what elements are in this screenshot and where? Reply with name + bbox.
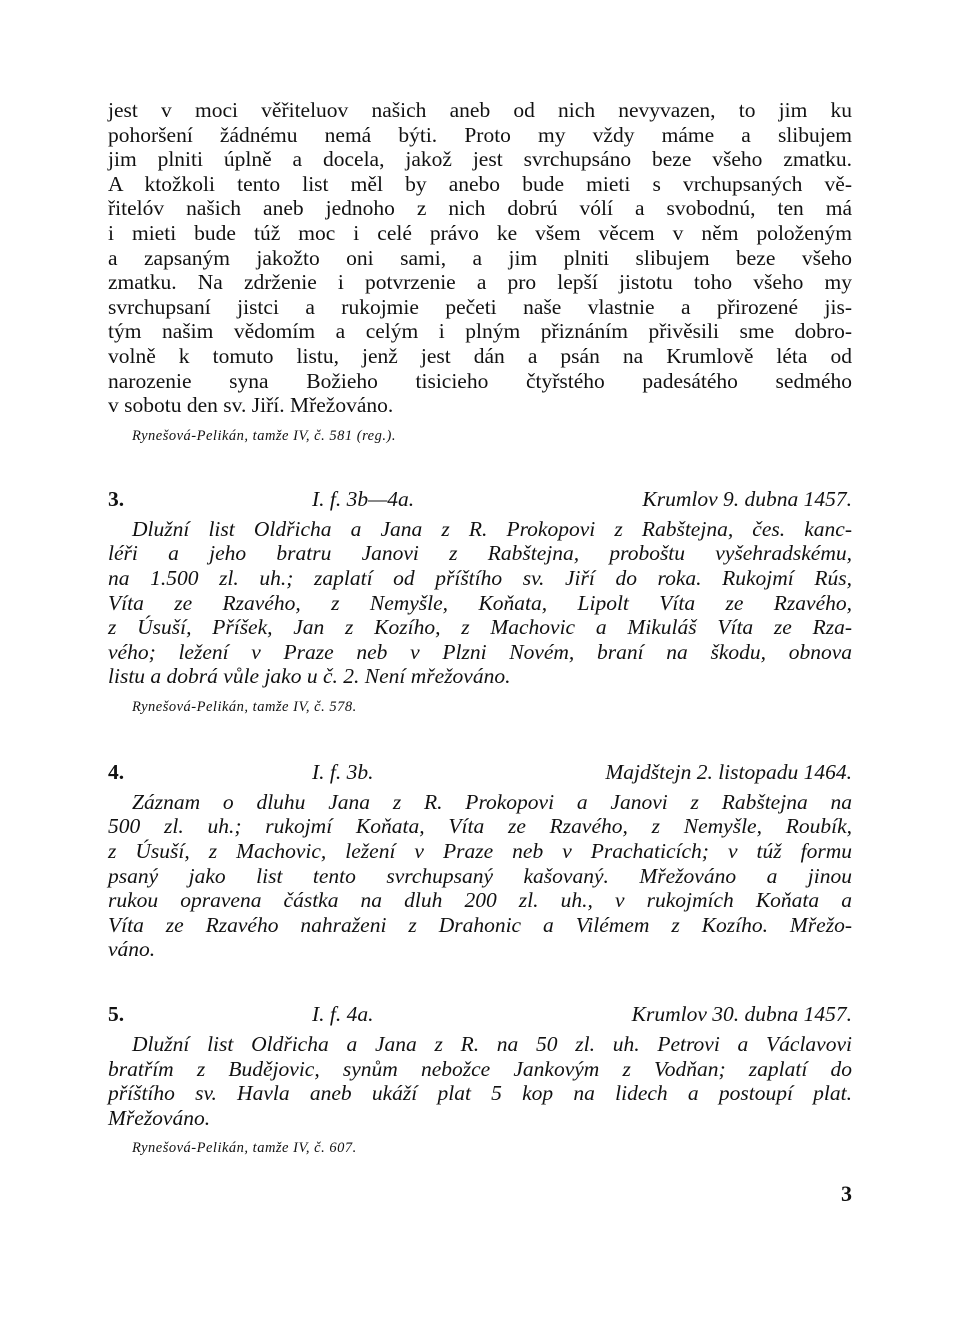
text-line: Víta ze Rzavého nahraženi z Drahonic a Vilémem z Kozího. Mřežo- [108,912,852,937]
text-line: Mřežováno. [108,1105,211,1130]
text-line: v sobotu den sv. Jiří. Mřežováno. [108,393,394,418]
entry-number: 5. [108,1002,125,1027]
entry-folio: I. f. 4a. [312,1002,374,1027]
entry-regest [108,516,852,689]
page-number: 3 [841,1181,852,1206]
text-line: váno. [108,937,156,962]
text-line: A ktožkoli tento list měl by anebo bude mieti s vrchupsaných vě- [108,171,852,196]
text-line: svrchupsaní jistci a rukojmie pečeti naše vlastnie a přirozené jis- [108,294,852,319]
text-line: bratřím z Budějovic, synům nebožce Jankovým z Vodňan; zaplatí do [108,1056,852,1081]
text-line: a zapsaným jakožto oni sami, a jim plniti slibujem beze všeho [108,245,852,270]
intro-paragraph [108,98,852,418]
entry-place-date: Krumlov 30. dubna 1457. [631,1002,852,1027]
text-line: 500 zl. uh.; rukojmí Koňata, Víta ze Rzavého, z Nemyšle, Roubík, [108,814,852,839]
document-page [108,98,852,1157]
entry-folio: I. f. 3b. [312,759,374,784]
entry-header [108,760,852,788]
entry-regest [108,789,852,962]
text-line: i mieti bude túž moc i celé právo ke všem věcem v něm položeným [108,220,852,245]
text-line: volně k tomuto listu, jenž jest dán a psán na Krumlově léta od [108,343,852,368]
text-line: pohoršení žádnému nemá býti. Proto my vždy máme a slibujem [108,122,852,147]
source-citation: Rynešová-Pelikán, tamže IV, č. 578. [132,698,357,715]
entry-header [108,487,852,515]
entry-folio: I. f. 3b—4a. [312,486,415,511]
text-line: řitelóv našich aneb jednoho z nich dobrú vólí a svobodnú, ten má [108,196,852,221]
text-line: jim plniti úplně a docela, jakož jest svrchupsáno beze všeho zmatku. [108,147,852,172]
text-line: z Úsuší, Příšek, Jan z Kozího, z Machovic a Mikuláš Víta ze Rza- [108,615,852,640]
entry-header [108,1002,852,1030]
text-line: Dlužní list Oldřicha a Jana z R. na 50 zl. uh. Petrovi a Václavovi [132,1032,852,1057]
source-citation: Rynešová-Pelikán, tamže IV, č. 607. [132,1140,357,1157]
entry-place-date: Krumlov 9. dubna 1457. [642,486,852,511]
text-line: Víta ze Rzavého, z Nemyšle, Koňata, Lipolt Víta ze Rzavého, [108,590,852,615]
entry-place-date: Majdštejn 2. listopadu 1464. [605,759,852,784]
entry-number: 3. [108,486,125,511]
text-line: na 1.500 zl. uh.; zaplatí od příštího sv. Jiří do roka. Rukojmí Rús, [108,565,852,590]
text-line: Dlužní list Oldřicha a Jana z R. Prokopovi z Rabštejna, čes. kanc- [132,516,852,541]
text-line: příštího sv. Havla aneb ukáží plat 5 kop na lidech a postoupí plat. [108,1081,852,1106]
text-line: listu a dobrá vůle jako u č. 2. Není mřežováno. [108,664,511,689]
text-line: psaný jako list tento svrchupsaný kašovaný. Mřežováno a jinou [108,863,852,888]
text-line: narozenie syna Božieho tisicieho čtyřstého padesátého sedmého [108,368,852,393]
text-line: rukou opravena částka na dluh 200 zl. uh., v rukojmích Koňata a [108,888,852,913]
text-line: tým našim vědomím a celým i plným přiznáním přivěsili sme dobro- [108,319,852,344]
text-line: léři a jeho bratru Janovi z Rabštejna, proboštu vyšehradskému, [108,541,852,566]
entry-number: 4. [108,759,125,784]
text-line: z Úsuší, z Machovic, ležení v Praze neb v Prachaticích; v túž formu [108,839,852,864]
text-line: vého; ležení v Praze neb v Plzni Novém, braní na škodu, obnova [108,639,852,664]
text-line: Záznam o dluhu Jana z R. Prokopovi a Janovi z Rabštejna na [132,789,852,814]
text-line: jest v moci věřiteluov našich aneb od nich nevyvazen, to jim ku [108,98,852,122]
entry-regest [108,1032,852,1130]
source-citation: Rynešová-Pelikán, tamže IV, č. 581 (reg.). [132,427,396,444]
text-line: zmatku. Na zdrženie i potvrzenie a pro lepší jistotu toho všeho my [108,270,852,295]
